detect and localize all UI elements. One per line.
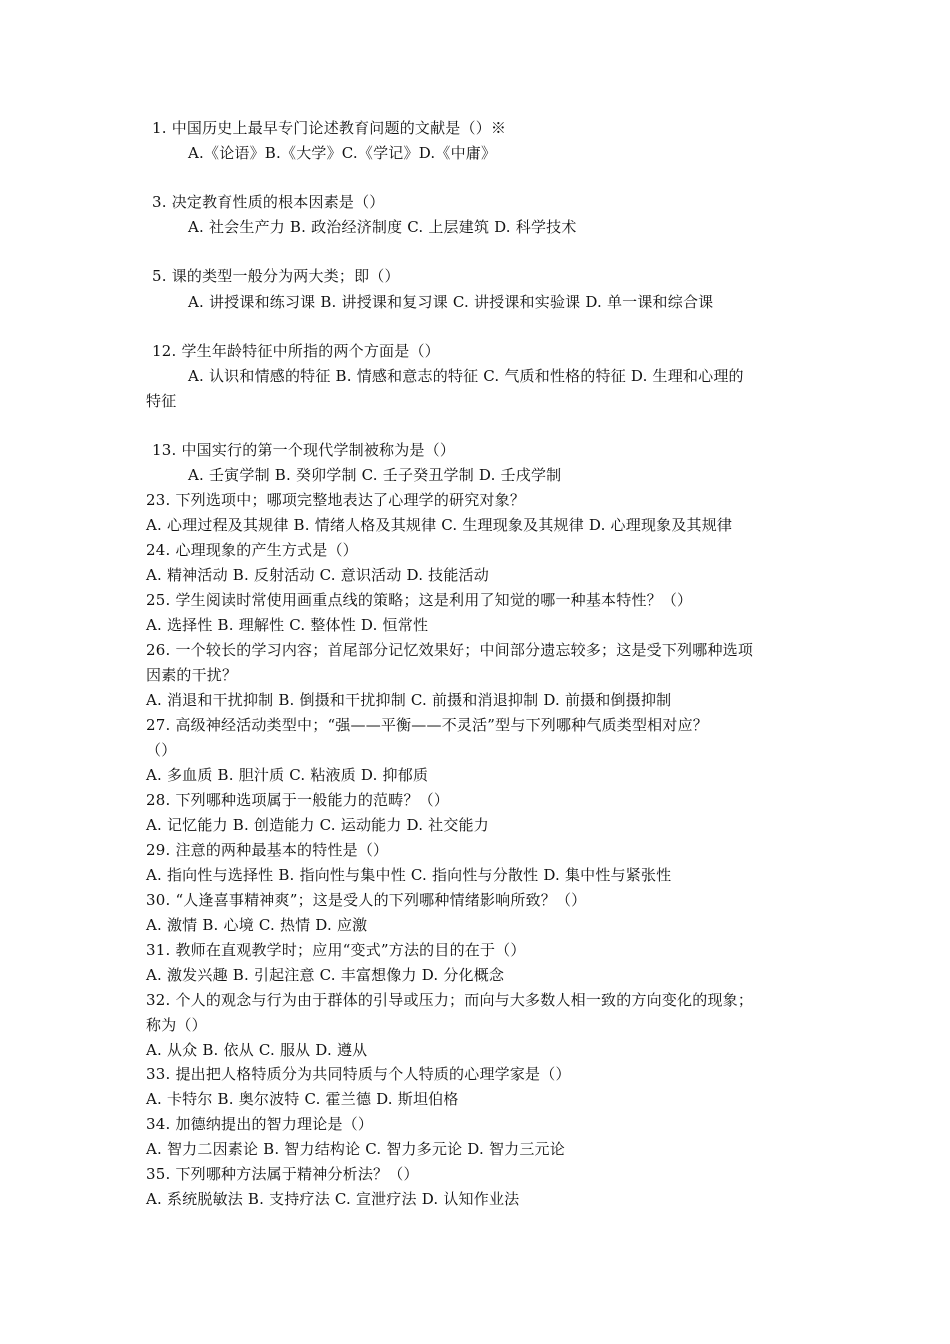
question-34-options: A. 智力二因素论 B. 智力结构论 C. 智力多元论 D. 智力三元论 — [146, 1140, 565, 1158]
question-number: 27. — [146, 716, 171, 734]
question-text: 学生年龄特征中所指的两个方面是（） — [181, 342, 440, 360]
question-text: 下列哪种选项属于一般能力的范畴？（） — [175, 791, 450, 809]
question-25-stem — [146, 590, 816, 610]
question-number: 12. — [152, 342, 177, 360]
question-33-stem — [146, 1064, 816, 1084]
question-30-stem — [146, 890, 816, 910]
question-23-stem — [146, 490, 816, 510]
question-number: 5. — [152, 267, 167, 285]
question-number: 35. — [146, 1165, 171, 1183]
question-26-stem — [146, 640, 816, 660]
question-31-stem — [146, 940, 816, 960]
question-24-stem — [146, 540, 816, 560]
question-text: 一个较长的学习内容；首尾部分记忆效果好；中间部分遗忘较多；这是受下列哪种选项 — [175, 641, 754, 659]
question-30-options: A. 激情 B. 心境 C. 热情 D. 应激 — [146, 916, 368, 934]
question-text: 心理现象的产生方式是（） — [175, 541, 358, 559]
question-number: 32. — [146, 991, 171, 1009]
question-32-stem — [146, 990, 816, 1010]
question-27-options: A. 多血质 B. 胆汁质 C. 粘液质 D. 抑郁质 — [146, 766, 429, 784]
question-12-options-continued: 特征 — [146, 392, 177, 410]
question-35-stem — [146, 1164, 816, 1184]
question-29-options: A. 指向性与选择性 B. 指向性与集中性 C. 指向性与分散性 D. 集中性与紧张性 — [146, 866, 672, 884]
question-number: 31. — [146, 941, 171, 959]
question-3-stem — [152, 192, 822, 212]
question-27-stem-continued: （） — [146, 741, 177, 759]
question-text: 下列哪种方法属于精神分析法？（） — [175, 1165, 419, 1183]
question-35-options: A. 系统脱敏法 B. 支持疗法 C. 宣泄疗法 D. 认知作业法 — [146, 1190, 520, 1208]
question-33-options: A. 卡特尔 B. 奥尔波特 C. 霍兰德 D. 斯坦伯格 — [146, 1090, 459, 1108]
question-text: 加德纳提出的智力理论是（） — [175, 1115, 374, 1133]
question-text: 中国实行的第一个现代学制被称为是（） — [181, 441, 456, 459]
question-32-options: A. 从众 B. 依从 C. 服从 D. 遵从 — [146, 1041, 368, 1059]
question-13-stem — [152, 440, 822, 460]
question-28-stem — [146, 790, 816, 810]
question-number: 29. — [146, 841, 171, 859]
question-number: 23. — [146, 491, 171, 509]
question-text: 学生阅读时常使用画重点线的策略；这是利用了知觉的哪一种基本特性？（） — [175, 591, 693, 609]
question-text: 高级神经活动类型中；“强——平衡——不灵活”型与下列哪种气质类型相对应？ — [175, 716, 708, 734]
question-13-options: A. 壬寅学制 B. 癸卯学制 C. 壬子癸丑学制 D. 壬戌学制 — [188, 466, 562, 484]
question-text: 提出把人格特质分为共同特质与个人特质的心理学家是（） — [175, 1065, 571, 1083]
question-12-stem — [152, 341, 822, 361]
question-29-stem — [146, 840, 816, 860]
question-number: 28. — [146, 791, 171, 809]
question-number: 26. — [146, 641, 171, 659]
question-1-options: A.《论语》B.《大学》C.《学记》D.《中庸》 — [188, 144, 497, 162]
question-1-stem — [152, 118, 822, 138]
question-32-stem-continued: 称为（） — [146, 1016, 207, 1034]
question-text: 注意的两种最基本的特性是（） — [175, 841, 389, 859]
question-text: 课的类型一般分为两大类；即（） — [171, 267, 400, 285]
question-27-stem — [146, 715, 816, 735]
question-25-options: A. 选择性 B. 理解性 C. 整体性 D. 恒常性 — [146, 616, 429, 634]
question-28-options: A. 记忆能力 B. 创造能力 C. 运动能力 D. 社交能力 — [146, 816, 489, 834]
question-5-stem — [152, 266, 822, 286]
question-number: 33. — [146, 1065, 171, 1083]
question-number: 30. — [146, 891, 171, 909]
question-number: 13. — [152, 441, 177, 459]
question-number: 24. — [146, 541, 171, 559]
question-number: 1. — [152, 119, 167, 137]
question-31-options: A. 激发兴趣 B. 引起注意 C. 丰富想像力 D. 分化概念 — [146, 966, 505, 984]
question-24-options: A. 精神活动 B. 反射活动 C. 意识活动 D. 技能活动 — [146, 566, 489, 584]
question-number: 25. — [146, 591, 171, 609]
question-number: 34. — [146, 1115, 171, 1133]
question-text: 个人的观念与行为由于群体的引导或压力；而向与大多数人相一致的方向变化的现象； — [175, 991, 754, 1009]
question-3-options: A. 社会生产力 B. 政治经济制度 C. 上层建筑 D. 科学技术 — [188, 218, 577, 236]
question-text: 下列选项中；哪项完整地表达了心理学的研究对象？ — [175, 491, 526, 509]
question-text: 教师在直观教学时；应用“变式”方法的目的在于（） — [175, 941, 526, 959]
question-text: “人逢喜事精神爽”；这是受人的下列哪种情绪影响所致？（） — [175, 891, 587, 909]
question-12-options: A. 认识和情感的特征 B. 情感和意志的特征 C. 气质和性格的特征 D. 生理和心理的 — [188, 367, 744, 385]
question-26-stem-continued: 因素的干扰？ — [146, 666, 238, 684]
question-text: 中国历史上最早专门论述教育问题的文献是（）※ — [171, 119, 507, 137]
question-5-options: A. 讲授课和练习课 B. 讲授课和复习课 C. 讲授课和实验课 D. 单一课和综合课 — [188, 293, 714, 311]
question-text: 决定教育性质的根本因素是（） — [171, 193, 385, 211]
question-23-options: A. 心理过程及其规律 B. 情绪人格及其规律 C. 生理现象及其规律 D. 心理现象及其规律 — [146, 516, 733, 534]
question-34-stem — [146, 1114, 816, 1134]
question-number: 3. — [152, 193, 167, 211]
question-26-options: A. 消退和干扰抑制 B. 倒摄和干扰抑制 C. 前摄和消退抑制 D. 前摄和倒摄抑制 — [146, 691, 672, 709]
